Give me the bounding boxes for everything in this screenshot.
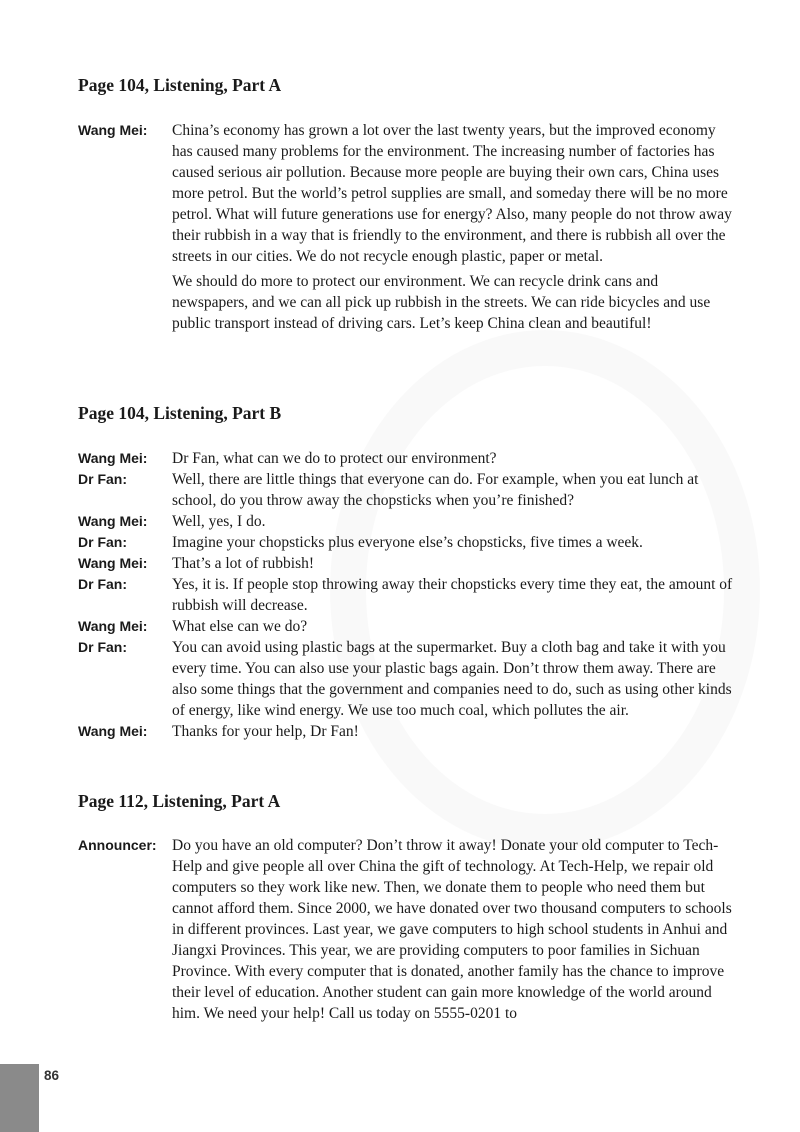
page-edge-tab <box>0 1064 39 1132</box>
dialogue-line <box>78 532 738 553</box>
speech-paragraph: Well, there are little things that everyone can do. For example, when you eat lunch at school, do you throw away the chopsticks when you’re finished? <box>172 471 699 509</box>
speech-paragraph: We should do more to protect our environment. We can recycle drink cans and newspapers, and we can all pick up rubbish in the streets. We can ride bicycles and use public transport instead of driving cars. Let’s keep China clean and beautiful! <box>172 273 711 332</box>
dialogue-line <box>78 637 738 721</box>
speaker-label: Wang Mei: <box>78 555 148 571</box>
speaker-label: Wang Mei: <box>78 513 148 529</box>
speech-paragraph: Thanks for your help, Dr Fan! <box>172 723 359 740</box>
dialogue <box>78 448 738 742</box>
speech-text <box>172 616 738 637</box>
dialogue-line <box>78 448 738 469</box>
speaker-label: Announcer: <box>78 837 157 853</box>
section-heading: Page 112, Listening, Part A <box>78 791 281 811</box>
speaker-label: Dr Fan: <box>78 639 127 655</box>
speech-paragraph: Imagine your chopsticks plus everyone else’s chopsticks, five times a week. <box>172 534 643 551</box>
speech-paragraph: China’s economy has grown a lot over the last twenty years, but the improved economy has caused many problems for the environment. The increasing number of factories has caused serious air pollution. Because more people are buying their own cars, China uses more petrol. But the world’s petrol supplies are small, and someday there will be no more petrol. What will future generations use for energy? Also, many people do not throw away their rubbish in a way that is friendly to the environment, and there is rubbish all over the streets in our cities. We do not recycle enough plastic, paper or metal. <box>172 122 732 265</box>
speech-text <box>172 574 738 616</box>
speech-paragraph: What else can we do? <box>172 618 308 635</box>
speaker-label: Wang Mei: <box>78 450 148 466</box>
dialogue-line <box>78 553 738 574</box>
dialogue-line <box>78 511 738 532</box>
speech-text <box>172 553 738 574</box>
speech-text <box>172 469 738 511</box>
speech-paragraph: Do you have an old computer? Don’t throw it away! Donate your old computer to Tech-Help and give people all over China the gift of technology. At Tech-Help, we repair old computers so they work like new. Then, we donate them to people who need them but cannot afford them. Since 2000, we have donated over two thousand computers to schools in different provinces. Last year, we gave computers to high school students in Anhui and Jiangxi Provinces. This year, we are providing computers to poor families in Sichuan Province. With every computer that is donated, another family has the chance to improve their level of education. Another student can gain more knowledge of the world around him. We need your help! Call us today on 5555-0201 to <box>172 837 732 1022</box>
speech-paragraph: You can avoid using plastic bags at the supermarket. Buy a cloth bag and take it with you every time. You can also use your plastic bags again. Don’t throw them away. There are also some things that the government and companies need to do, such as using other kinds of energy, like wind energy. We use too much coal, which pollutes the air. <box>172 639 732 719</box>
page-number: 86 <box>44 1068 60 1083</box>
dialogue-line <box>78 469 738 511</box>
section-page-104-part-b <box>78 402 738 742</box>
speech-text <box>172 721 738 742</box>
dialogue <box>78 120 738 334</box>
speaker-label: Dr Fan: <box>78 534 127 550</box>
dialogue <box>78 835 738 1024</box>
section-page-112-part-a <box>78 790 738 1024</box>
speaker-label: Dr Fan: <box>78 576 127 592</box>
dialogue-line <box>78 574 738 616</box>
dialogue-line <box>78 721 738 742</box>
speech-text <box>172 835 738 1024</box>
speech-text <box>172 120 738 334</box>
speech-text <box>172 511 738 532</box>
speech-text <box>172 448 738 469</box>
speech-paragraph: Yes, it is. If people stop throwing away their chopsticks every time they eat, the amount of rubbish will decrease. <box>172 576 733 614</box>
speech-paragraph: Dr Fan, what can we do to protect our environment? <box>172 450 497 467</box>
speaker-label: Wang Mei: <box>78 122 148 138</box>
dialogue-line <box>78 616 738 637</box>
dialogue-line <box>78 120 738 334</box>
section-heading: Page 104, Listening, Part B <box>78 403 282 423</box>
speech-paragraph: That’s a lot of rubbish! <box>172 555 315 572</box>
section-heading: Page 104, Listening, Part A <box>78 75 282 95</box>
section-page-104-part-a <box>78 74 738 334</box>
speech-text <box>172 637 738 721</box>
speech-paragraph: Well, yes, I do. <box>172 513 266 530</box>
speech-text <box>172 532 738 553</box>
dialogue-line <box>78 835 738 1024</box>
speaker-label: Wang Mei: <box>78 618 148 634</box>
speaker-label: Wang Mei: <box>78 723 148 739</box>
speaker-label: Dr Fan: <box>78 471 127 487</box>
